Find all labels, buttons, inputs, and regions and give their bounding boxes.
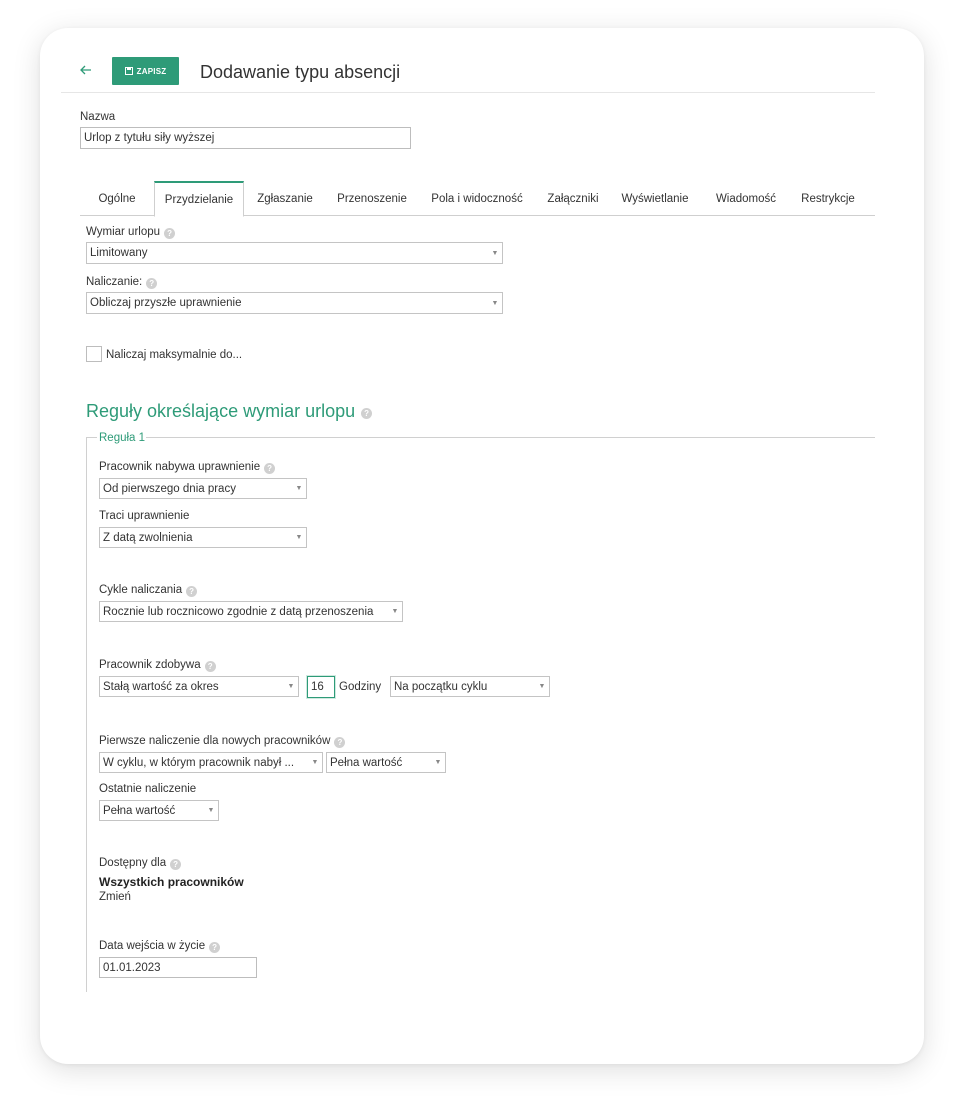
help-icon[interactable]: ? [170,859,181,870]
chevron-down-icon: ▼ [311,759,319,766]
rule-legend: Reguła 1 [99,432,146,444]
earns-mode-select[interactable] [99,676,299,697]
earns-unit-label: Godziny [339,681,382,693]
max-accrual-label: Naliczaj maksymalnie do... [106,349,243,361]
acquires-value: Od pierwszego dnia pracy [103,482,236,495]
help-icon[interactable]: ? [209,942,220,953]
back-arrow-icon[interactable] [80,60,98,80]
chevron-down-icon: ▼ [538,683,546,690]
leave-amount-value: Limitowany [90,247,148,259]
help-icon[interactable]: ? [164,228,175,239]
earns-mode-value: Stałą wartość za okres [103,680,219,693]
acquires-label: Pracownik nabywa uprawnienie ? [99,460,275,474]
earns-label: Pracownik zdobywa ? [99,658,216,672]
first-accrual-amount-value: Pełna wartość [330,756,403,769]
last-accrual-label: Ostatnie naliczenie [99,783,197,795]
tab-allocation[interactable]: Przydzielanie [154,181,244,217]
cycles-value: Rocznie lub rocznicowo zgodnie z datą przenoszenia [103,605,374,618]
first-accrual-cycle-value: W cyklu, w którym pracownik nabył ... [103,756,295,769]
accrual-value: Obliczaj przyszłe uprawnienie [90,297,242,309]
save-button[interactable] [112,57,179,85]
fieldset-border [146,437,875,438]
save-icon [125,67,133,75]
change-link[interactable]: Zmień [99,891,131,903]
page-title: Dodawanie typu absencji [200,62,401,82]
leave-amount-select[interactable] [86,242,503,264]
acquires-select[interactable] [99,478,307,499]
first-accrual-label: Pierwsze naliczenie dla nowych pracowników ? [99,734,345,748]
available-for-value: Wszystkich pracowników [99,875,244,889]
effective-date-value: 01.01.2023 [103,961,161,974]
tab-requesting[interactable]: Zgłaszanie [257,192,313,205]
fieldset-border [86,437,97,438]
accrual-label: Naliczanie: ? [86,275,157,289]
earns-amount-value: 16 [311,681,324,693]
chevron-down-icon: ▼ [434,759,442,766]
save-button-label: ZAPISZ [136,66,167,76]
chevron-down-icon: ▼ [295,534,303,541]
tab-general[interactable]: Ogólne [98,192,136,205]
help-icon[interactable]: ? [334,737,345,748]
earns-amount-input[interactable] [307,676,335,698]
help-icon[interactable]: ? [205,661,216,672]
cycles-select[interactable] [99,601,403,622]
chevron-down-icon: ▼ [491,249,499,257]
chevron-down-icon: ▼ [391,608,399,615]
loses-value: Z datą zwolnienia [103,531,193,544]
tab-bar [80,181,875,216]
name-input[interactable] [80,127,411,149]
loses-label: Traci uprawnienie [99,510,190,522]
earns-timing-value: Na początku cyklu [394,680,488,693]
available-for-label: Dostępny dla ? [99,856,181,870]
loses-select[interactable] [99,527,307,548]
fieldset-border [86,437,87,992]
earns-timing-select[interactable] [390,676,550,697]
rules-section-title: Reguły określające wymiar urlopu ? [86,399,372,423]
first-accrual-amount-select[interactable] [326,752,446,773]
leave-amount-label: Wymiar urlopu ? [86,225,175,239]
tab-message[interactable]: Wiadomość [715,192,777,205]
tab-restrictions[interactable]: Restrykcje [801,192,855,205]
help-icon[interactable]: ? [264,463,275,474]
name-label: Nazwa [80,111,116,123]
last-accrual-value: Pełna wartość [103,804,176,817]
tab-attachments[interactable]: Załączniki [547,192,599,205]
tab-fields-visibility[interactable]: Pola i widoczność [431,192,523,205]
name-input-value: Urlop z tytułu siły wyższej [84,132,215,144]
tab-display[interactable]: Wyświetlanie [621,192,689,205]
accrual-select[interactable] [86,292,503,314]
header-divider [61,92,875,93]
chevron-down-icon: ▼ [295,485,303,492]
first-accrual-cycle-select[interactable] [99,752,323,773]
help-icon[interactable]: ? [146,278,157,289]
chevron-down-icon: ▼ [207,807,215,814]
max-accrual-checkbox[interactable] [86,346,102,362]
chevron-down-icon: ▼ [491,299,499,307]
effective-date-label: Data wejścia w życie ? [99,939,220,953]
help-icon[interactable]: ? [361,408,372,419]
last-accrual-select[interactable] [99,800,219,821]
cycles-label: Cykle naliczania ? [99,583,197,597]
tab-carryover[interactable]: Przenoszenie [337,192,407,205]
effective-date-input[interactable] [99,957,257,978]
chevron-down-icon: ▼ [287,683,295,690]
help-icon[interactable]: ? [186,586,197,597]
